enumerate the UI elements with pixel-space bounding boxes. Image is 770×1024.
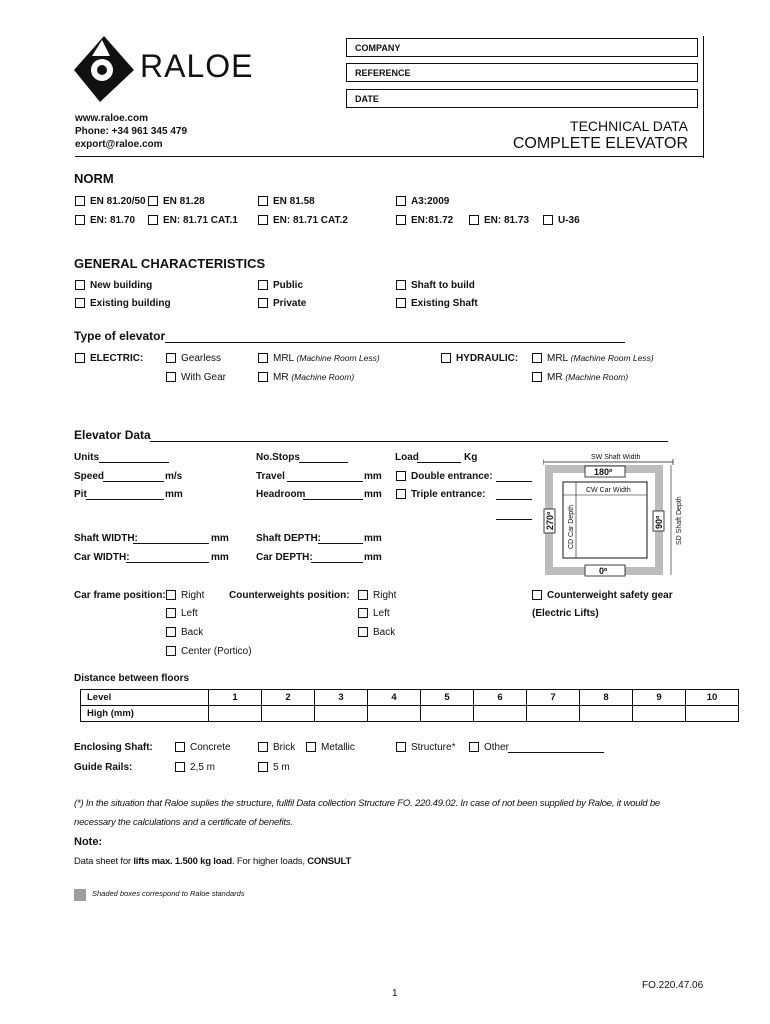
- norm-label-7: EN: 81.71 CAT.2: [273, 215, 348, 226]
- diagram-270-label: 270º: [545, 511, 555, 530]
- checkbox-cw-right[interactable]: [358, 590, 368, 600]
- label-concrete: Concrete: [190, 742, 231, 753]
- brand-phone: Phone: +34 961 345 479: [75, 126, 188, 137]
- diagram-sw-label: SW Shaft Width: [591, 454, 641, 461]
- checkbox-concrete[interactable]: [175, 742, 185, 752]
- checkbox-norm-1[interactable]: [75, 196, 85, 206]
- other-field[interactable]: [508, 752, 604, 753]
- label-enclosing-shaft: Enclosing Shaft:: [74, 742, 153, 753]
- label-with-gear: With Gear: [181, 372, 227, 383]
- label-other: Other: [484, 742, 510, 753]
- label-shaft-to-build: Shaft to build: [411, 280, 475, 291]
- checkbox-rails-5m[interactable]: [258, 762, 268, 772]
- shaft-width-field[interactable]: [133, 543, 209, 544]
- floors-high-7[interactable]: [527, 706, 580, 722]
- elevator-heading: Elevator Data: [74, 428, 151, 442]
- label-ms: m/s: [165, 471, 183, 482]
- general-heading: GENERAL CHARACTERISTICS: [74, 256, 266, 271]
- diagram-cw-label: CW Car Width: [586, 487, 631, 494]
- label-pit: Pit: [74, 489, 87, 500]
- car-depth-field[interactable]: [311, 562, 363, 563]
- units-field[interactable]: [99, 462, 169, 463]
- footnote-line-1: (*) In the situation that Raloe suplies the structure, fullfil Data collection Structure FO. 220.49.02. In case of not been supplied by Raloe, it would be: [74, 798, 660, 809]
- label-cw-left: Left: [373, 608, 390, 619]
- norm-label-6: EN: 81.71 CAT.1: [163, 215, 238, 226]
- checkbox-gearless[interactable]: [166, 353, 176, 363]
- label-travel-mm: mm: [364, 471, 382, 482]
- type-heading: Type of elevator: [74, 329, 166, 343]
- label-shaft-depth-mm: mm: [364, 533, 382, 544]
- floors-level-5: 5: [421, 690, 474, 706]
- norm-label-8: EN:81.72: [411, 215, 454, 226]
- label-double-entrance: Double entrance:: [411, 471, 493, 482]
- label-shaft-width: Shaft WIDTH:: [74, 533, 138, 544]
- checkbox-triple-entrance[interactable]: [396, 489, 406, 499]
- checkbox-norm-5[interactable]: [75, 215, 85, 225]
- floors-level-label: Level: [81, 690, 209, 706]
- brand-name: RALOE: [140, 48, 254, 84]
- checkbox-frame-right[interactable]: [166, 590, 176, 600]
- headroom-field[interactable]: [303, 499, 363, 500]
- floors-high-1[interactable]: [209, 706, 262, 722]
- checkbox-frame-back[interactable]: [166, 627, 176, 637]
- norm-label-2: EN 81.28: [163, 196, 205, 207]
- shaft-diagram: [543, 449, 688, 584]
- brand-website: www.raloe.com: [75, 113, 148, 124]
- label-nostops: No.Stops: [256, 452, 300, 463]
- title-technical-data: TECHNICAL DATA: [570, 118, 688, 134]
- shaft-depth-field[interactable]: [318, 543, 363, 544]
- checkbox-existing-building[interactable]: [75, 298, 85, 308]
- checkbox-norm-4[interactable]: [396, 196, 406, 206]
- brand-email: export@raloe.com: [75, 139, 163, 150]
- floors-heading: Distance between floors: [74, 673, 190, 684]
- norm-label-5: EN: 81.70: [90, 215, 136, 226]
- norm-heading: NORM: [74, 171, 114, 186]
- label-hydraulic: HYDRAULIC:: [456, 353, 519, 364]
- checkbox-norm-9[interactable]: [469, 215, 479, 225]
- checkbox-private[interactable]: [258, 298, 268, 308]
- floors-level-row: [81, 690, 739, 706]
- label-car-width-mm: mm: [211, 552, 229, 563]
- floors-high-5[interactable]: [421, 706, 474, 722]
- checkbox-norm-7[interactable]: [258, 215, 268, 225]
- checkbox-rails-2-5m[interactable]: [175, 762, 185, 772]
- floors-level-7: 7: [527, 690, 580, 706]
- checkbox-norm-2[interactable]: [148, 196, 158, 206]
- floors-table: [80, 689, 739, 722]
- label-electric: ELECTRIC:: [90, 353, 144, 364]
- label-rails-5m: 5 m: [273, 762, 290, 773]
- note-heading: Note:: [74, 836, 103, 848]
- date-field[interactable]: DATE: [346, 89, 698, 108]
- label-private: Private: [273, 298, 307, 309]
- travel-field[interactable]: [287, 481, 363, 482]
- checkbox-metallic[interactable]: [306, 742, 316, 752]
- label-electric-mr: MR (Machine Room): [273, 372, 355, 383]
- checkbox-cw-left[interactable]: [358, 608, 368, 618]
- footnote-line-2: necessary the calculations and a certificate of benefits.: [74, 817, 293, 828]
- checkbox-hydraulic-mr[interactable]: [532, 372, 542, 382]
- label-brick: Brick: [273, 742, 296, 753]
- norm-label-3: EN 81.58: [273, 196, 315, 207]
- label-rails-2-5m: 2,5 m: [190, 762, 216, 773]
- type-heading-rule: [165, 342, 625, 343]
- label-gearless: Gearless: [181, 353, 222, 364]
- checkbox-with-gear[interactable]: [166, 372, 176, 382]
- reference-field[interactable]: REFERENCE: [346, 63, 698, 82]
- logo: [74, 36, 134, 105]
- nostops-field[interactable]: [299, 462, 348, 463]
- checkbox-electric-mrl[interactable]: [258, 353, 268, 363]
- floors-level-3: 3: [315, 690, 368, 706]
- floors-level-8: 8: [580, 690, 633, 706]
- load-field[interactable]: [417, 462, 461, 463]
- checkbox-new-building[interactable]: [75, 280, 85, 290]
- floors-high-8[interactable]: [580, 706, 633, 722]
- checkbox-norm-10[interactable]: [543, 215, 553, 225]
- floors-high-row: [81, 706, 739, 722]
- checkbox-cw-back[interactable]: [358, 627, 368, 637]
- label-safety-gear: Counterweight safety gear: [547, 590, 673, 601]
- floors-high-label: High (mm): [81, 706, 209, 722]
- norm-label-10: U-36: [558, 215, 580, 226]
- label-shaft-depth: Shaft DEPTH:: [256, 533, 321, 544]
- label-hydraulic-mr: MR (Machine Room): [547, 372, 629, 383]
- triple-entrance-field-2[interactable]: [496, 519, 532, 520]
- checkbox-double-entrance[interactable]: [396, 471, 406, 481]
- label-guide-rails: Guide Rails:: [74, 762, 133, 773]
- label-car-width: Car WIDTH:: [74, 552, 130, 563]
- label-headroom: Headroom: [256, 489, 306, 500]
- speed-field[interactable]: [103, 481, 164, 482]
- diagram-sd-label: SD Shaft Depth: [676, 496, 683, 545]
- label-headroom-mm: mm: [364, 489, 382, 500]
- checkbox-hydraulic[interactable]: [441, 353, 451, 363]
- checkbox-hydraulic-mrl[interactable]: [532, 353, 542, 363]
- label-new-building: New building: [90, 280, 153, 291]
- label-travel: Travel: [256, 471, 285, 482]
- note-text: Data sheet for lifts max. 1.500 kg load. For higher loads, CONSULT: [74, 856, 352, 867]
- form-code: FO.220.47.06: [642, 980, 704, 991]
- label-kg: Kg: [464, 452, 478, 463]
- double-entrance-field[interactable]: [496, 481, 532, 482]
- checkbox-electric-mr[interactable]: [258, 372, 268, 382]
- label-triple-entrance: Triple entrance:: [411, 489, 486, 500]
- diagram-90-label: 90º: [654, 515, 664, 529]
- checkbox-existing-shaft[interactable]: [396, 298, 406, 308]
- checkbox-frame-left[interactable]: [166, 608, 176, 618]
- floors-high-4[interactable]: [368, 706, 421, 722]
- label-units: Units: [74, 452, 99, 463]
- norm-label-9: EN: 81.73: [484, 215, 530, 226]
- shaded-legend-swatch: [74, 889, 86, 901]
- checkbox-norm-6[interactable]: [148, 215, 158, 225]
- label-metallic: Metallic: [321, 742, 355, 753]
- checkbox-shaft-to-build[interactable]: [396, 280, 406, 290]
- floors-high-2[interactable]: [262, 706, 315, 722]
- label-cw-right: Right: [373, 590, 397, 601]
- label-frame-right: Right: [181, 590, 205, 601]
- checkbox-norm-3[interactable]: [258, 196, 268, 206]
- floors-high-3[interactable]: [315, 706, 368, 722]
- label-pit-mm: mm: [165, 489, 183, 500]
- pit-field[interactable]: [86, 499, 164, 500]
- label-frame-left: Left: [181, 608, 198, 619]
- checkbox-structure[interactable]: [396, 742, 406, 752]
- label-car-frame: Car frame position:: [74, 590, 166, 601]
- floors-level-1: 1: [209, 690, 262, 706]
- header-rule: [75, 156, 704, 157]
- checkbox-safety-gear[interactable]: [532, 590, 542, 600]
- triple-entrance-field-1[interactable]: [496, 499, 532, 500]
- floors-level-9: 9: [633, 690, 686, 706]
- checkbox-norm-8[interactable]: [396, 215, 406, 225]
- label-shaft-width-mm: mm: [211, 533, 229, 544]
- title-complete-elevator: COMPLETE ELEVATOR: [512, 135, 688, 152]
- label-structure: Structure*: [411, 742, 456, 753]
- floors-level-4: 4: [368, 690, 421, 706]
- label-cw-position: Counterweights position:: [229, 590, 350, 601]
- floors-high-6[interactable]: [474, 706, 527, 722]
- floors-level-2: 2: [262, 690, 315, 706]
- diagram-cd-label: CD Car Depth: [568, 505, 575, 549]
- elevator-heading-rule: [150, 441, 668, 442]
- header-vertical-rule: [703, 36, 704, 158]
- norm-label-1: EN 81.20/50: [90, 196, 146, 207]
- checkbox-frame-center[interactable]: [166, 646, 176, 656]
- label-public: Public: [273, 280, 304, 291]
- floors-level-6: 6: [474, 690, 527, 706]
- diagram-0-label: 0º: [599, 566, 608, 576]
- label-frame-center: Center (Portico): [181, 646, 252, 657]
- label-hydraulic-mrl: MRL (Machine Room Less): [547, 353, 654, 364]
- label-load: Load: [395, 452, 419, 463]
- label-existing-shaft: Existing Shaft: [411, 298, 478, 309]
- label-electric-mrl: MRL (Machine Room Less): [273, 353, 380, 364]
- shaded-legend-text: Shaded boxes correspond to Raloe standards: [92, 889, 245, 898]
- label-car-depth: Car DEPTH:: [256, 552, 313, 563]
- norm-label-4: A3:2009: [411, 196, 450, 207]
- company-field[interactable]: COMPANY: [346, 38, 698, 57]
- checkbox-electric[interactable]: [75, 353, 85, 363]
- label-cw-back: Back: [373, 627, 396, 638]
- page-number: 1: [392, 988, 398, 999]
- checkbox-other[interactable]: [469, 742, 479, 752]
- car-width-field[interactable]: [126, 562, 209, 563]
- label-existing-building: Existing building: [90, 298, 171, 309]
- floors-level-10: 10: [686, 690, 739, 706]
- floors-high-9[interactable]: [633, 706, 686, 722]
- checkbox-public[interactable]: [258, 280, 268, 290]
- label-frame-back: Back: [181, 627, 204, 638]
- label-electric-lifts: (Electric Lifts): [532, 608, 599, 619]
- label-car-depth-mm: mm: [364, 552, 382, 563]
- checkbox-brick[interactable]: [258, 742, 268, 752]
- label-speed: Speed: [74, 471, 105, 482]
- floors-high-10[interactable]: [686, 706, 739, 722]
- diagram-180-label: 180º: [594, 467, 613, 477]
